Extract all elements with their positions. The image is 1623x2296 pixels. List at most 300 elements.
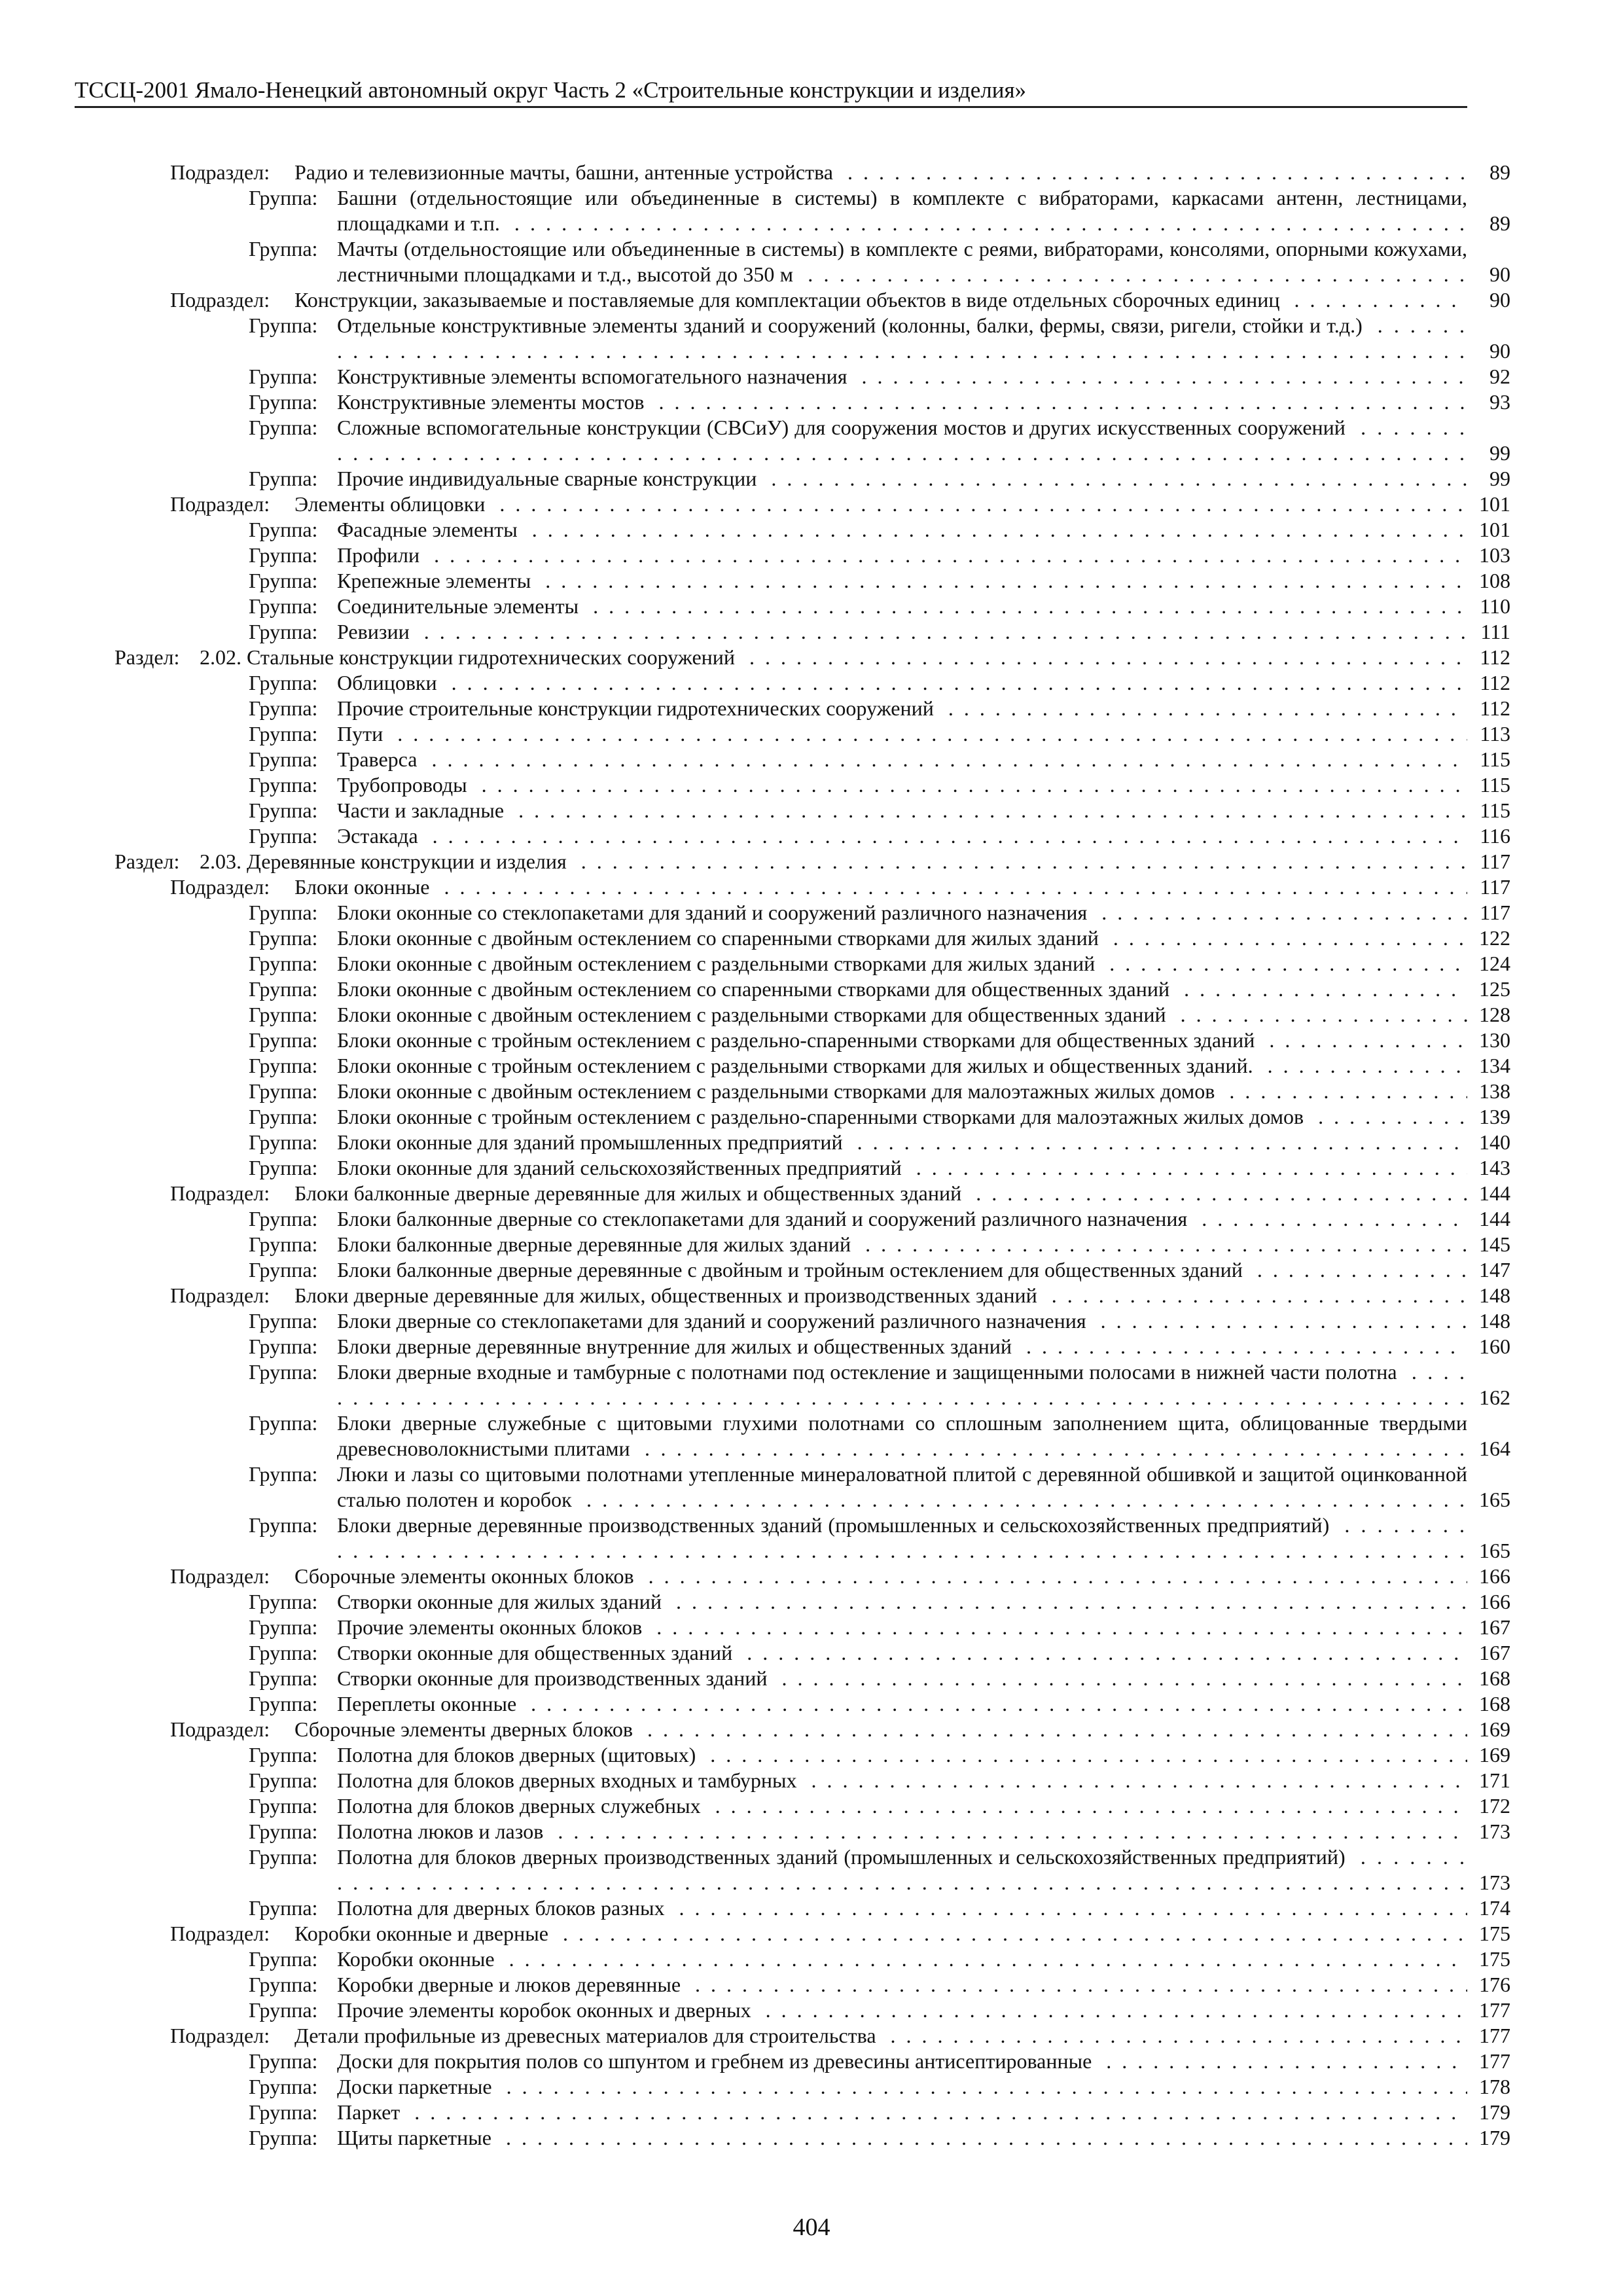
toc-entry-text [249, 415, 1467, 466]
toc-entry-leader [337, 1206, 1467, 1232]
toc-entry-text [249, 721, 1467, 747]
toc-entry-title: 2.02. Стальные конструкции гидротехнических сооружений [200, 645, 741, 669]
toc-entry-title: 2.03. Деревянные конструкции и изделия [200, 850, 573, 873]
toc-entry [0, 1793, 1623, 1819]
toc-entry-leader [337, 2100, 1467, 2125]
toc-entry-title: Створки оконные для жилых зданий [337, 1590, 668, 1613]
toc-entry-title: Блоки дверные со стеклопакетами для зданий и сооружений различного назначения [337, 1309, 1093, 1333]
toc-entry-title: Полотна люков и лазов [337, 1820, 550, 1843]
toc-entry-title: Элементы облицовки [294, 492, 491, 516]
toc-entry-title: Блоки дверные деревянные внутренние для жилых и общественных зданий [337, 1335, 1018, 1358]
toc-entry-leader [337, 1079, 1467, 1104]
toc-entry [0, 977, 1623, 1002]
toc-entry-leader [337, 1232, 1467, 1257]
toc-entry-leader [337, 1028, 1467, 1053]
toc-entry-leader [294, 287, 1467, 313]
toc-entry-page: 117 [1480, 850, 1510, 873]
toc-entry-title: Башни (отдельностоящие или объединенные в системы) в комплекте с вибраторами, каркасами антенн, лестницами, площадками и т.п. [337, 186, 1467, 235]
toc-entry-kind: Группа: [249, 237, 318, 260]
toc-entry-leader [294, 492, 1467, 517]
toc-entry-leader [294, 1717, 1467, 1742]
toc-entry-text [249, 1895, 1467, 1921]
toc-entry-page: 177 [1479, 2024, 1510, 2047]
toc-entry-leader [337, 1972, 1467, 1998]
toc-entry [0, 415, 1623, 466]
toc-entry-kind: Группа: [249, 1411, 318, 1435]
toc-entry-leader [337, 721, 1467, 747]
toc-entry-kind: Группа: [249, 1896, 318, 1920]
toc-entry-leader [337, 747, 1467, 772]
toc-entry-kind: Подраздел: [170, 160, 270, 184]
toc-entry-title: Сборочные элементы оконных блоков [294, 1564, 641, 1588]
toc-entry-page: 112 [1480, 645, 1510, 669]
toc-entry-kind: Группа: [249, 1692, 318, 1715]
toc-entry-kind: Группа: [249, 926, 318, 950]
toc-entry-leader [337, 236, 1467, 287]
toc-entry-kind: Группа: [249, 1232, 318, 1256]
toc-entry-kind: Группа: [249, 365, 318, 388]
toc-entry-text [249, 1155, 1467, 1181]
toc-entry [0, 543, 1623, 568]
toc-entry-title: Конструктивные элементы вспомогательного назначения [337, 365, 853, 388]
toc-entry-title: Ревизии [337, 620, 416, 643]
toc-entry-page: 90 [1489, 288, 1510, 312]
toc-entry-page: 165 [1479, 1539, 1510, 1562]
toc-entry-page: 169 [1479, 1717, 1510, 1741]
toc-entry-page: 110 [1480, 594, 1510, 618]
toc-entry-text [249, 185, 1467, 236]
toc-entry-kind: Группа: [249, 518, 318, 541]
toc-entry-title: Эстакада [337, 824, 425, 848]
toc-entry-text [249, 925, 1467, 951]
toc-entry [0, 721, 1623, 747]
toc-entry-title: Блоки оконные с двойным остеклением с раздельными створками для жилых зданий [337, 952, 1101, 975]
toc-entry-leader [337, 1359, 1467, 1410]
toc-entry-text [249, 364, 1467, 389]
toc-entry-kind: Группа: [249, 1615, 318, 1639]
toc-entry-kind: Группа: [249, 1462, 318, 1486]
toc-entry-leader [337, 1742, 1467, 1768]
toc-entry-page: 171 [1479, 1768, 1510, 1792]
toc-entry-kind: Подраздел: [170, 1181, 270, 1205]
toc-entry-page: 93 [1489, 390, 1510, 414]
toc-entry-leader [337, 313, 1467, 364]
toc-entry-page: 148 [1479, 1283, 1510, 1307]
toc-entry-leader [294, 1181, 1467, 1206]
toc-entry-page: 177 [1479, 2049, 1510, 2073]
toc-entry-kind: Группа: [249, 952, 318, 975]
toc-entry-title: Блоки оконные с тройным остеклением с раздельно-спаренными створками для общественных зданий [337, 1028, 1261, 1052]
toc-entry [0, 1717, 1623, 1742]
toc-entry [0, 1742, 1623, 1768]
toc-entry-text [249, 594, 1467, 619]
toc-entry-leader [337, 2125, 1467, 2151]
toc-entry-text [249, 1206, 1467, 1232]
toc-entry-text [249, 1232, 1467, 1257]
toc-entry [0, 2125, 1623, 2151]
toc-entry [0, 1998, 1623, 2023]
toc-entry-text [249, 1130, 1467, 1155]
toc-entry-title: Детали профильные из древесных материалов для строительства [294, 2024, 883, 2047]
toc-entry-text [170, 1564, 1467, 1589]
toc-entry-title: Коробки дверные и люков деревянные [337, 1973, 687, 1996]
toc-entry-page: 124 [1479, 952, 1510, 975]
toc-entry-page: 134 [1479, 1054, 1510, 1077]
toc-entry [0, 1921, 1623, 1946]
toc-entry-text [249, 1998, 1467, 2023]
toc-entry-title: Блоки дверные деревянные производственных зданий (промышленных и сельскохозяйственных предприятий) [337, 1513, 1336, 1537]
toc-entry-leader [337, 1615, 1467, 1640]
toc-entry-leader [337, 925, 1467, 951]
toc-entry-kind: Группа: [249, 467, 318, 490]
toc-entry-page: 101 [1479, 518, 1510, 541]
toc-entry-page: 128 [1479, 1003, 1510, 1026]
toc-entry-page: 92 [1489, 365, 1510, 388]
toc-entry-text [249, 466, 1467, 492]
toc-entry-text [249, 1691, 1467, 1717]
toc-entry-page: 175 [1479, 1947, 1510, 1971]
toc-entry-title: Блоки оконные с двойным остеклением с раздельными створками для общественных зданий [337, 1003, 1173, 1026]
toc-entry-text [249, 1615, 1467, 1640]
toc-entry-title: Блоки оконные со стеклопакетами для зданий и сооружений различного назначения [337, 901, 1094, 924]
toc-entry-text [249, 2074, 1467, 2100]
toc-entry-title: Щиты паркетные [337, 2126, 498, 2149]
toc-entry-page: 174 [1479, 1896, 1510, 1920]
toc-entry-leader [337, 1998, 1467, 2023]
toc-entry [0, 1410, 1623, 1462]
toc-entry-leader [337, 772, 1467, 798]
toc-entry-kind: Группа: [249, 2075, 318, 2098]
toc-entry [0, 1257, 1623, 1283]
toc-entry [0, 925, 1623, 951]
toc-entry-text [115, 645, 1467, 670]
toc-entry-leader [337, 1257, 1467, 1283]
toc-entry-text [249, 1079, 1467, 1104]
toc-entry-kind: Группа: [249, 390, 318, 414]
toc-entry [0, 287, 1623, 313]
toc-entry-leader [337, 1104, 1467, 1130]
toc-entry-kind: Группа: [249, 1973, 318, 1996]
toc-entry [0, 466, 1623, 492]
toc-entry-kind: Группа: [249, 1079, 318, 1103]
toc-entry-text [249, 1640, 1467, 1666]
toc-entry-text [249, 1257, 1467, 1283]
toc-entry [0, 1334, 1623, 1359]
toc-entry-kind: Группа: [249, 696, 318, 720]
toc-entry [0, 1232, 1623, 1257]
toc-entry-kind: Группа: [249, 1794, 318, 1818]
toc-entry-text [249, 619, 1467, 645]
toc-entry-text [249, 2049, 1467, 2074]
toc-entry-page: 167 [1479, 1615, 1510, 1639]
toc-entry-leader [337, 977, 1467, 1002]
toc-entry-kind: Группа: [249, 1156, 318, 1179]
toc-entry [0, 389, 1623, 415]
toc-entry-kind: Подраздел: [170, 492, 270, 516]
toc-entry-kind: Подраздел: [170, 2024, 270, 2047]
table-of-contents [0, 160, 1623, 2151]
toc-entry-text [249, 1410, 1467, 1462]
toc-entry-text [170, 160, 1467, 185]
toc-entry-text [249, 2125, 1467, 2151]
toc-entry [0, 1768, 1623, 1793]
toc-entry-kind: Группа: [249, 1309, 318, 1333]
toc-entry [0, 874, 1623, 900]
toc-entry-page: 164 [1479, 1437, 1510, 1460]
toc-entry-kind: Группа: [249, 1054, 318, 1077]
header-title: ТССЦ-2001 Ямало-Ненецкий автономный округ Часть 2 «Строительные конструкции и изделия» [75, 77, 1027, 103]
toc-entry [0, 1844, 1623, 1895]
toc-entry-title: Блоки балконные дверные деревянные с двойным и тройным остеклением для общественных зданий [337, 1258, 1249, 1282]
toc-entry-kind: Группа: [249, 1845, 318, 1869]
toc-entry-text [170, 2023, 1467, 2049]
toc-entry-title: Отдельные конструктивные элементы зданий и сооружений (колонны, балки, фермы, связи, ригели, стойки и т.д.) [337, 314, 1369, 337]
toc-entry [0, 1155, 1623, 1181]
toc-entry-leader [337, 1130, 1467, 1155]
toc-entry-page: 115 [1480, 747, 1510, 771]
toc-entry-text [249, 543, 1467, 568]
toc-entry-text [249, 1768, 1467, 1793]
toc-entry-leader [337, 1895, 1467, 1921]
toc-entry-text [249, 1028, 1467, 1053]
toc-entry [0, 2049, 1623, 2074]
toc-entry-title: Фасадные элементы [337, 518, 524, 541]
toc-entry-kind: Группа: [249, 594, 318, 618]
toc-entry-title: Полотна для блоков дверных служебных [337, 1794, 707, 1818]
toc-entry-leader [337, 2074, 1467, 2100]
toc-entry-page: 99 [1489, 441, 1510, 465]
toc-entry-kind: Раздел: [115, 850, 180, 873]
toc-entry [0, 1359, 1623, 1410]
toc-entry-title: Блоки дверные служебные с щитовыми глухими полотнами со сплошным заполнением щита, облицованные твердыми древесноволокнистыми плитами [337, 1411, 1467, 1460]
toc-entry-text [249, 1053, 1467, 1079]
toc-entry-leader [337, 1053, 1467, 1079]
toc-entry-title: Блоки оконные с двойным остеклением со спаренными створками для общественных зданий [337, 977, 1176, 1001]
toc-entry-kind: Группа: [249, 1028, 318, 1052]
toc-entry-text [249, 1819, 1467, 1844]
toc-entry [0, 696, 1623, 721]
toc-entry-page: 89 [1489, 211, 1510, 235]
toc-entry [0, 1079, 1623, 1104]
toc-entry-title: Блоки балконные дверные деревянные для жилых и общественных зданий [294, 1181, 968, 1205]
toc-entry-leader [294, 160, 1467, 185]
toc-entry-kind: Группа: [249, 1666, 318, 1690]
toc-entry-leader [337, 517, 1467, 543]
toc-entry-title: Блоки оконные с тройным остеклением с раздельно-спаренными створками для малоэтажных жилых домов [337, 1105, 1310, 1128]
toc-entry-title: Паркет [337, 2100, 406, 2124]
toc-entry-kind: Группа: [249, 2049, 318, 2073]
toc-entry [0, 1028, 1623, 1053]
toc-entry-leader [200, 849, 1467, 874]
toc-entry-title: Прочие элементы оконных блоков [337, 1615, 649, 1639]
toc-entry-kind: Группа: [249, 569, 318, 592]
toc-entry-text [170, 874, 1467, 900]
toc-entry-text [249, 1334, 1467, 1359]
toc-entry-leader [294, 1921, 1467, 1946]
toc-entry-page: 178 [1479, 2075, 1510, 2098]
toc-entry-title: Створки оконные для производственных зданий [337, 1666, 774, 1690]
toc-entry-title: Мачты (отдельностоящие или объединенные в системы) в комплекте с реями, вибраторами, консолями, опорными кожухами, лестничными площадками и т.д., высотой до 350 м [337, 237, 1467, 286]
toc-entry [0, 568, 1623, 594]
toc-entry-page: 173 [1479, 1871, 1510, 1894]
toc-entry-kind: Группа: [249, 1207, 318, 1230]
toc-entry [0, 2023, 1623, 2049]
toc-entry-page: 113 [1480, 722, 1510, 745]
toc-entry-kind: Подраздел: [170, 1717, 270, 1741]
toc-entry-page: 167 [1479, 1641, 1510, 1664]
running-header [75, 76, 1467, 108]
toc-entry [0, 1972, 1623, 1998]
toc-entry [0, 1283, 1623, 1308]
page-number: 404 [793, 2214, 830, 2241]
toc-entry-title: Профили [337, 543, 426, 567]
toc-entry-kind: Группа: [249, 1820, 318, 1843]
toc-entry-kind: Группа: [249, 186, 318, 209]
toc-entry-page: 145 [1479, 1232, 1510, 1256]
toc-entry-page: 89 [1489, 160, 1510, 184]
toc-entry-leader [294, 874, 1467, 900]
toc-entry-title: Блоки балконные дверные со стеклопакетами для зданий и сооружений различного назначения [337, 1207, 1194, 1230]
toc-entry [0, 517, 1623, 543]
toc-entry-page: 144 [1479, 1181, 1510, 1205]
toc-entry-text [249, 1589, 1467, 1615]
toc-entry [0, 1589, 1623, 1615]
toc-entry-text [249, 798, 1467, 823]
toc-entry-page: 130 [1479, 1028, 1510, 1052]
toc-entry-text [170, 287, 1467, 313]
toc-entry-kind: Группа: [249, 824, 318, 848]
toc-entry-leader [337, 364, 1467, 389]
toc-entry-leader [294, 1564, 1467, 1589]
toc-entry [0, 1104, 1623, 1130]
toc-entry-leader [294, 2023, 1467, 2049]
toc-entry-leader [337, 1589, 1467, 1615]
toc-entry-page: 112 [1480, 671, 1510, 694]
toc-entry-title: Полотна для дверных блоков разных [337, 1896, 671, 1920]
toc-entry [0, 492, 1623, 517]
toc-entry [0, 1181, 1623, 1206]
toc-entry-title: Полотна для блоков дверных (щитовых) [337, 1743, 702, 1767]
toc-entry [0, 951, 1623, 977]
toc-entry-title: Полотна для блоков дверных производственных зданий (промышленных и сельскохозяйственных предприятий) [337, 1845, 1352, 1869]
toc-entry-text [249, 1742, 1467, 1768]
toc-entry-title: Трубопроводы [337, 773, 474, 797]
toc-entry [0, 645, 1623, 670]
toc-entry-title: Блоки дверные деревянные для жилых, общественных и производственных зданий [294, 1283, 1044, 1307]
toc-entry-kind: Группа: [249, 671, 318, 694]
toc-entry-text [249, 977, 1467, 1002]
toc-entry-leader [337, 1691, 1467, 1717]
toc-entry-leader [337, 594, 1467, 619]
toc-entry-page: 177 [1479, 1998, 1510, 2022]
toc-entry-text [170, 492, 1467, 517]
toc-entry-kind: Группа: [249, 1513, 318, 1537]
toc-entry-text [249, 1308, 1467, 1334]
toc-entry-page: 169 [1479, 1743, 1510, 1767]
toc-entry-kind: Подраздел: [170, 1922, 270, 1945]
toc-entry-text [115, 849, 1467, 874]
toc-entry-leader [337, 1155, 1467, 1181]
toc-entry [0, 313, 1623, 364]
toc-entry-kind: Группа: [249, 1743, 318, 1767]
toc-entry [0, 1564, 1623, 1589]
toc-entry-page: 160 [1479, 1335, 1510, 1358]
toc-entry-leader [337, 951, 1467, 977]
toc-entry-leader [200, 645, 1467, 670]
toc-entry [0, 670, 1623, 696]
toc-entry-leader [337, 1666, 1467, 1691]
toc-entry-leader [337, 823, 1467, 849]
toc-entry-text [249, 900, 1467, 925]
toc-entry-text [170, 1283, 1467, 1308]
toc-entry [0, 1819, 1623, 1844]
toc-entry-title: Прочие индивидуальные сварные конструкции [337, 467, 763, 490]
toc-entry-title: Переплеты оконные [337, 1692, 523, 1715]
toc-entry-page: 175 [1479, 1922, 1510, 1945]
toc-entry-text [249, 568, 1467, 594]
toc-entry-page: 99 [1489, 467, 1510, 490]
toc-entry-leader [337, 1819, 1467, 1844]
toc-entry-title: Прочие строительные конструкции гидротехнических сооружений [337, 696, 940, 720]
toc-entry-title: Блоки оконные с тройным остеклением с раздельными створками для жилых и общественных зданий. [337, 1054, 1260, 1077]
toc-entry-page: 172 [1479, 1794, 1510, 1818]
toc-entry [0, 1895, 1623, 1921]
toc-entry-leader [337, 1334, 1467, 1359]
toc-entry-page: 147 [1479, 1258, 1510, 1282]
toc-entry [0, 2100, 1623, 2125]
toc-entry-title: Блоки оконные [294, 875, 436, 899]
toc-entry [0, 900, 1623, 925]
toc-entry-text [249, 951, 1467, 977]
toc-entry-leader [337, 1002, 1467, 1028]
toc-entry-title: Люки и лазы со щитовыми полотнами утепленные минераловатной плитой с деревянной обшивкой и защитой оцинкованной сталью полотен и коробок [337, 1462, 1467, 1511]
toc-entry-text [249, 1513, 1467, 1564]
toc-entry-page: 103 [1479, 543, 1510, 567]
toc-entry-title: Пути [337, 722, 389, 745]
toc-entry [0, 1308, 1623, 1334]
toc-entry-page: 117 [1480, 875, 1510, 899]
toc-entry-kind: Подраздел: [170, 288, 270, 312]
toc-entry-leader [337, 389, 1467, 415]
toc-entry-kind: Группа: [249, 1258, 318, 1282]
toc-entry-title: Створки оконные для общественных зданий [337, 1641, 739, 1664]
toc-entry-text [249, 747, 1467, 772]
toc-entry-page: 115 [1480, 798, 1510, 822]
toc-entry-title: Коробки оконные [337, 1947, 501, 1971]
toc-entry-title: Прочие элементы коробок оконных и дверных [337, 1998, 758, 2022]
toc-entry-kind: Группа: [249, 1003, 318, 1026]
toc-entry-text [249, 1793, 1467, 1819]
toc-entry-page: 112 [1480, 696, 1510, 720]
toc-entry-kind: Подраздел: [170, 1564, 270, 1588]
toc-entry-leader [337, 900, 1467, 925]
toc-entry-text [249, 823, 1467, 849]
toc-entry-text [249, 670, 1467, 696]
toc-entry-page: 144 [1479, 1207, 1510, 1230]
toc-entry-text [249, 236, 1467, 287]
toc-entry-title: Конструкции, заказываемые и поставляемые для комплектации объектов в виде отдельных сборочных единиц [294, 288, 1287, 312]
toc-entry-kind: Группа: [249, 1360, 318, 1384]
toc-entry-leader [337, 2049, 1467, 2074]
toc-entry-kind: Группа: [249, 416, 318, 439]
toc-entry-leader [337, 696, 1467, 721]
toc-entry-kind: Группа: [249, 1947, 318, 1971]
toc-entry [0, 1130, 1623, 1155]
toc-entry-page: 125 [1479, 977, 1510, 1001]
toc-entry-kind: Группа: [249, 1335, 318, 1358]
toc-entry-leader [337, 1410, 1467, 1462]
toc-entry-kind: Подраздел: [170, 1283, 270, 1307]
